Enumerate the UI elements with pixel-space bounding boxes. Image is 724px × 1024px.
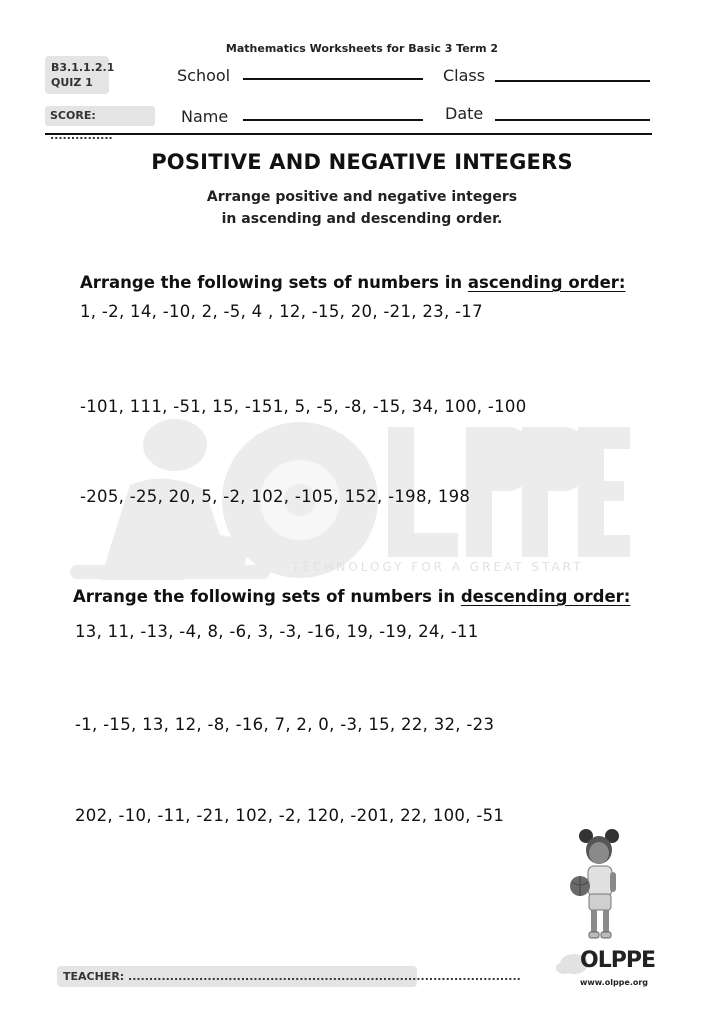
school-label: School (177, 66, 231, 85)
descending-instruction (73, 587, 630, 606)
ascending-instruction-prefix: Arrange the following sets of numbers in (80, 273, 468, 292)
ascending-instruction-emphasis: ascending order: (467, 273, 626, 292)
watermark-tagline: TECHNOLOGY FOR A GREAT START (292, 560, 584, 574)
subtitle-line-1: Arrange positive and negative integers (206, 189, 518, 205)
subtitle (0, 186, 724, 230)
date-input-line[interactable] (495, 119, 650, 121)
name-input-line[interactable] (243, 119, 423, 121)
descending-instruction-emphasis: descending order: (460, 587, 631, 606)
lesson-code: B3.1.1.2.1 (51, 61, 115, 74)
date-label: Date (445, 104, 484, 123)
worksheet-series-title: Mathematics Worksheets for Basic 3 Term 2 (225, 42, 499, 55)
page-title: POSITIVE AND NEGATIVE INTEGERS (151, 150, 573, 174)
subtitle-line-2: in ascending and descending order. (221, 211, 503, 227)
score-field[interactable]: SCORE: ............... (45, 106, 155, 126)
teacher-signature-field[interactable]: TEACHER: .............................................................................................. (57, 966, 417, 987)
lesson-code-badge (45, 56, 115, 94)
class-input-line[interactable] (495, 80, 650, 82)
name-label: Name (181, 107, 229, 126)
descending-set-1: 13, 11, -13, -4, 8, -6, 3, -3, -16, 19, -19, 24, -11 (75, 622, 479, 641)
class-label: Class (443, 66, 486, 85)
header-divider (45, 133, 652, 135)
website-url[interactable]: www.olppe.org (580, 978, 649, 987)
descending-set-2: -1, -15, 13, 12, -8, -16, 7, 2, 0, -3, 15, 22, 32, -23 (75, 715, 495, 734)
ascending-instruction (80, 273, 626, 292)
ascending-set-3: -205, -25, 20, 5, -2, 102, -105, 152, -198, 198 (80, 487, 471, 506)
descending-instruction-prefix: Arrange the following sets of numbers in (73, 587, 461, 606)
ascending-set-1: 1, -2, 14, -10, 2, -5, 4 , 12, -15, 20, -21, 23, -17 (80, 302, 483, 321)
school-input-line[interactable] (243, 78, 423, 80)
ascending-set-2: -101, 111, -51, 15, -151, 5, -5, -8, -15, 34, 100, -100 (80, 397, 527, 416)
olppe-logo: OLPPE (580, 948, 655, 973)
quiz-label: QUIZ 1 (51, 76, 93, 89)
basketball-girl-illustration (560, 828, 645, 946)
descending-set-3: 202, -10, -11, -21, 102, -2, 120, -201, 22, 100, -51 (75, 806, 505, 825)
